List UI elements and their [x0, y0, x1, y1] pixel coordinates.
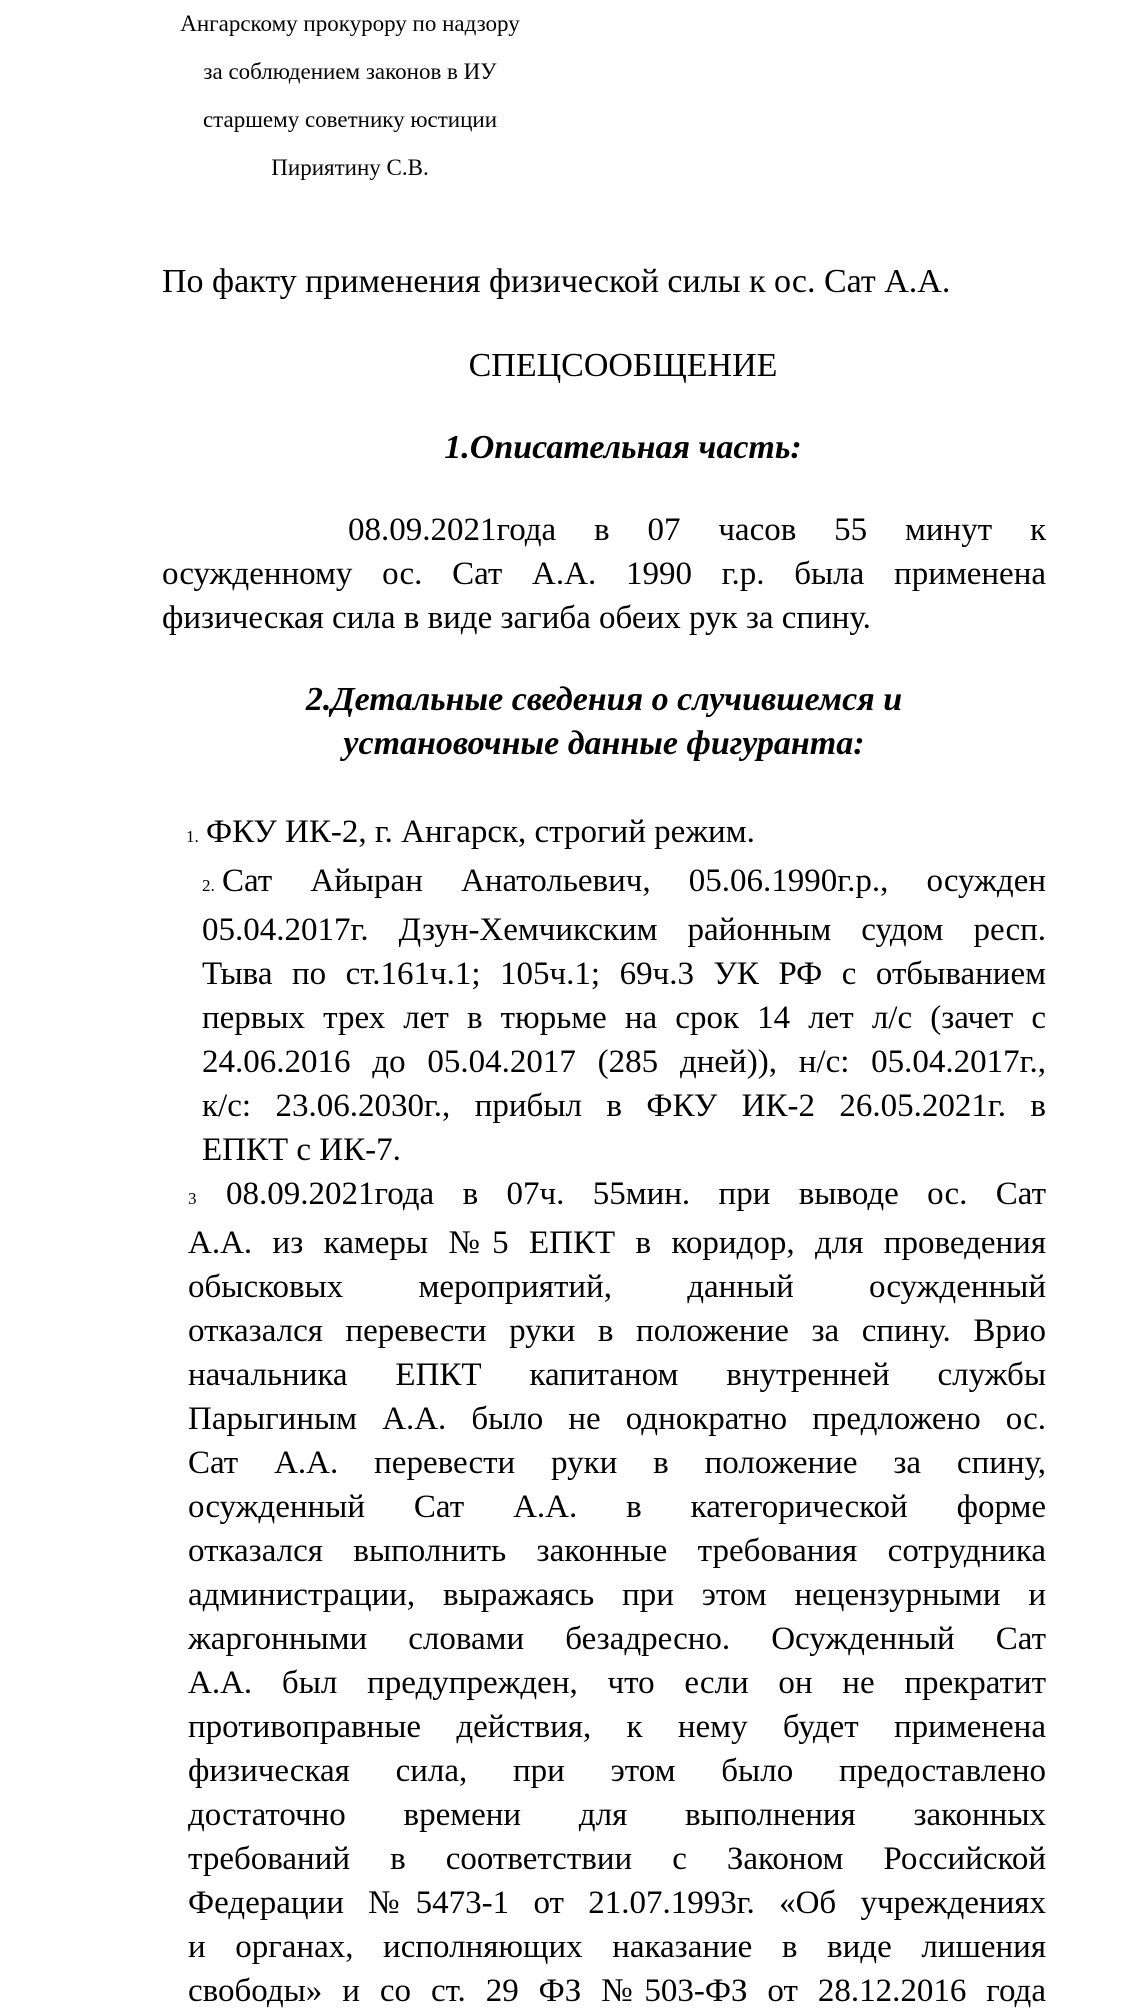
addressee-block [150, 0, 550, 192]
list-item-text: Сат Айыран Анатольевич, 05.06.1990г.р., осужден [222, 863, 1046, 899]
section2-heading-line: 2.Детальные сведения о случившемся и [305, 681, 903, 718]
list-item-line: 24.06.2016 до 05.04.2017 (285 дней)), н/с: 05.04.2017г., [202, 1044, 1046, 1080]
list-item-line: жаргонными словами безадресно. Осужденный Сат [188, 1621, 1046, 1657]
list-item-line: А.А. из камеры №5 ЕПКТ в коридор, для проведения [188, 1225, 1046, 1261]
list-item-line: отказался перевести руки в положение за спину. Врио [188, 1313, 1046, 1349]
list-item-line: первых трех лет в тюрьме на срок 14 лет л/с (зачет с [202, 1000, 1046, 1036]
list-item [162, 1172, 1046, 2013]
list-item-line: А.А. был предупрежден, что если он не прекратит [188, 1665, 1046, 1701]
section1-paragraph [162, 508, 1046, 640]
list-item-number: 1. [186, 827, 199, 846]
document-title: СПЕЦСООБЩЕНИЕ [468, 347, 778, 384]
addressee-line: Ангарскому прокурору по надзору [180, 11, 520, 36]
list-item-line: администрации, выражаясь при этом нецензурными и [188, 1577, 1046, 1613]
list-item [162, 810, 1046, 859]
list-item-line: физическая сила, при этом было предоставлено [188, 1753, 1046, 1789]
list-item-line: ЕПКТ с ИК-7. [202, 1132, 401, 1168]
list-item-line: требований в соответствии с Законом Российской [188, 1841, 1046, 1877]
paragraph-line: 08.09.2021года в 07 часов 55 минут к [348, 512, 1046, 548]
addressee-line: старшему советнику юстиции [202, 107, 498, 132]
list-item-line: и органах, исполняющих наказание в виде лишения [188, 1929, 1046, 1965]
list-item-line: Тыва по ст.161ч.1; 105ч.1; 69ч.3 УК РФ с отбыванием [202, 956, 1046, 992]
list-item-line: к/с: 23.06.2030г., прибыл в ФКУ ИК-2 26.05.2021г. в [202, 1088, 1046, 1124]
list-item-line: 05.04.2017г. Дзун-Хемчикским районным судом респ. [202, 912, 1046, 948]
section2-heading [162, 678, 1046, 766]
list-item-line [162, 1172, 1046, 1221]
list-item-line: Парыгиным А.А. было не однократно предложено ос. [188, 1401, 1046, 1437]
paragraph-line: осужденному ос. Сат А.А. 1990 г.р. была применена [162, 556, 1046, 592]
list-item-line: Сат А.А. перевести руки в положение за спину, [188, 1445, 1046, 1481]
list-item-line: противоправные действия, к нему будет применена [188, 1709, 1046, 1745]
addressee-line: за соблюдением законов в ИУ [203, 59, 497, 84]
list-item-line: отказался выполнить законные требования сотрудника [188, 1533, 1046, 1569]
section2-heading-line: установочные данные фигуранта: [343, 725, 865, 762]
list-item-line: начальника ЕПКТ капитаном внутренней службы [188, 1357, 1046, 1393]
section2-list [162, 810, 1046, 2013]
list-item-line: Федерации №5473-1 от 21.07.1993г. «Об учреждениях [188, 1885, 1046, 1921]
section1-heading: 1.Описательная часть: [444, 429, 802, 466]
document-subject: По факту применения физической силы к ос. Сат А.А. [162, 263, 951, 300]
addressee-line: Пириятину С.В. [271, 155, 429, 180]
list-item [162, 859, 1046, 1172]
list-item-line: свободы» и со ст. 29 ФЗ №503-ФЗ от 28.12.2016 года [188, 1973, 1046, 2009]
list-item-line: осужденный Сат А.А. в категорической форме [188, 1489, 1046, 1525]
list-item-line: обысковых мероприятий, данный осужденный [188, 1269, 1046, 1305]
paragraph-line: физическая сила в виде загиба обеих рук за спину. [162, 600, 871, 636]
list-item-number: 3 [188, 1189, 197, 1208]
list-item-line: ФКУ ИК-2, г. Ангарск, строгий режим. [206, 814, 755, 850]
list-item-text: 08.09.2021года в 07ч. 55мин. при выводе ос. Сат [226, 1176, 1046, 1212]
list-item-line: достаточно времени для выполнения законных [188, 1797, 1046, 1833]
list-item-number: 2. [202, 876, 215, 895]
list-item-line [162, 859, 1046, 908]
